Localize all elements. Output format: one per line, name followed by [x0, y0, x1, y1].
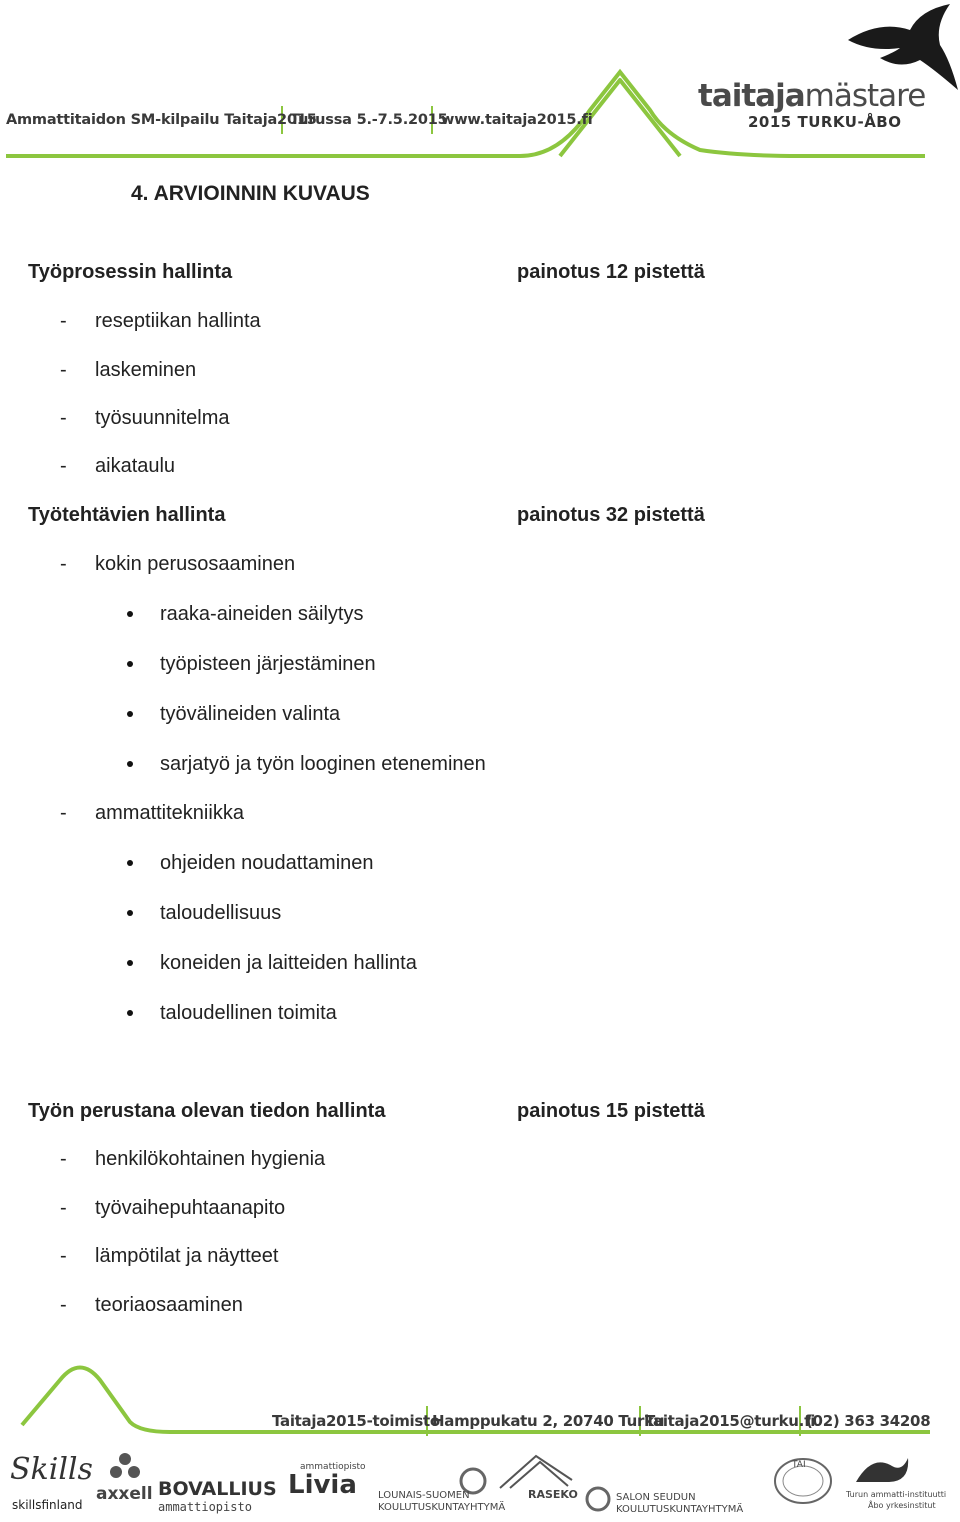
bullet-item: raaka-aineiden säilytys	[127, 603, 363, 626]
list-item: - lämpötilat ja näytteet	[60, 1245, 279, 1267]
lounais-line2: KOULUTUSKUNTAYHTYMÄ	[378, 1502, 506, 1513]
footer-address: Hamppukatu 2, 20740 Turku	[432, 1412, 665, 1430]
list-item: - teoriaosaaminen	[60, 1294, 243, 1316]
brand-bold: taitaja	[698, 78, 805, 114]
bullet-item: työvälineiden valinta	[127, 703, 340, 726]
turku-institute-icon	[852, 1452, 912, 1488]
lounais-line1: LOUNAIS-SUOMEN	[378, 1490, 470, 1501]
axxell-icon	[108, 1452, 142, 1482]
bullet-item: ohjeiden noudattaminen	[127, 852, 374, 875]
bullet-icon	[127, 960, 133, 966]
axxell-logo: axxell	[96, 1484, 153, 1504]
raseko-icon	[496, 1450, 576, 1492]
criterion-title: Työtehtävien hallinta	[28, 504, 226, 526]
bullet-icon	[127, 661, 133, 667]
turku-line1: Turun ammatti-instituutti	[846, 1490, 947, 1499]
bullet-icon	[127, 711, 133, 717]
location-text: Turussa 5.-7.5.2015	[290, 112, 448, 128]
criterion-title: Työn perustana olevan tiedon hallinta	[28, 1100, 386, 1122]
skills-logo: Skills	[10, 1452, 93, 1487]
bullet-icon	[127, 1010, 133, 1016]
website-link[interactable]: www.taitaja2015.fi	[441, 112, 593, 128]
criterion-weight: painotus 12 pistettä	[517, 261, 705, 283]
bullet-item: taloudellinen toimita	[127, 1002, 337, 1025]
salo-icon	[585, 1486, 611, 1512]
livia-sub: ammattiopisto	[300, 1462, 366, 1472]
bullet-item: koneiden ja laitteiden hallinta	[127, 952, 417, 975]
bovallius-logo: BOVALLIUS	[158, 1478, 277, 1500]
salo-line1: SALON SEUDUN	[616, 1492, 696, 1503]
bullet-item: sarjatyö ja työn looginen eteneminen	[127, 753, 486, 776]
bullet-icon	[127, 611, 133, 617]
brand-logo-text	[698, 78, 925, 114]
list-item: - reseptiikan hallinta	[60, 310, 261, 332]
footer-swoosh	[0, 1350, 960, 1450]
footer-email[interactable]: Taitaja2015@turku.fi	[645, 1412, 816, 1430]
list-item: - aikataulu	[60, 455, 176, 477]
salo-line2: KOULUTUSKUNTAYHTYMÄ	[616, 1504, 744, 1515]
skillsfinland-text: skillsfinland	[12, 1498, 83, 1512]
list-item: - laskeminen	[60, 359, 197, 381]
footer-phone: (02) 363 34208	[806, 1412, 931, 1430]
bullet-icon	[127, 860, 133, 866]
bullet-item: työpisteen järjestäminen	[127, 653, 376, 676]
bullet-item: taloudellisuus	[127, 902, 281, 925]
tai-seal-text: TAI	[792, 1460, 806, 1470]
criterion-weight: painotus 15 pistettä	[517, 1100, 705, 1122]
criterion-weight: painotus 32 pistettä	[517, 504, 705, 526]
brand-light: mästare	[804, 78, 926, 114]
competition-text: Ammattitaidon SM-kilpailu Taitaja2015	[6, 112, 317, 128]
brand-subtitle: 2015 TURKU-ÅBO	[748, 113, 902, 131]
bullet-icon	[127, 761, 133, 767]
list-item: - henkilökohtainen hygienia	[60, 1148, 326, 1170]
list-item: - työvaihepuhtaanapito	[60, 1197, 286, 1219]
bovallius-sub: ammattiopisto	[158, 1500, 252, 1514]
turku-line2: Åbo yrkesinstitut	[868, 1501, 936, 1510]
section-heading: 4. ARVIOINNIN KUVAUS	[131, 182, 370, 205]
footer-office: Taitaja2015-toimisto	[272, 1412, 440, 1430]
list-item: - työsuunnitelma	[60, 407, 230, 429]
criterion-title: Työprosessin hallinta	[28, 261, 233, 283]
livia-logo: Livia	[288, 1470, 357, 1500]
list-item: - ammattitekniikka	[60, 802, 244, 824]
list-item: - kokin perusosaaminen	[60, 553, 296, 575]
bullet-icon	[127, 910, 133, 916]
raseko-logo: RASEKO	[528, 1488, 578, 1501]
